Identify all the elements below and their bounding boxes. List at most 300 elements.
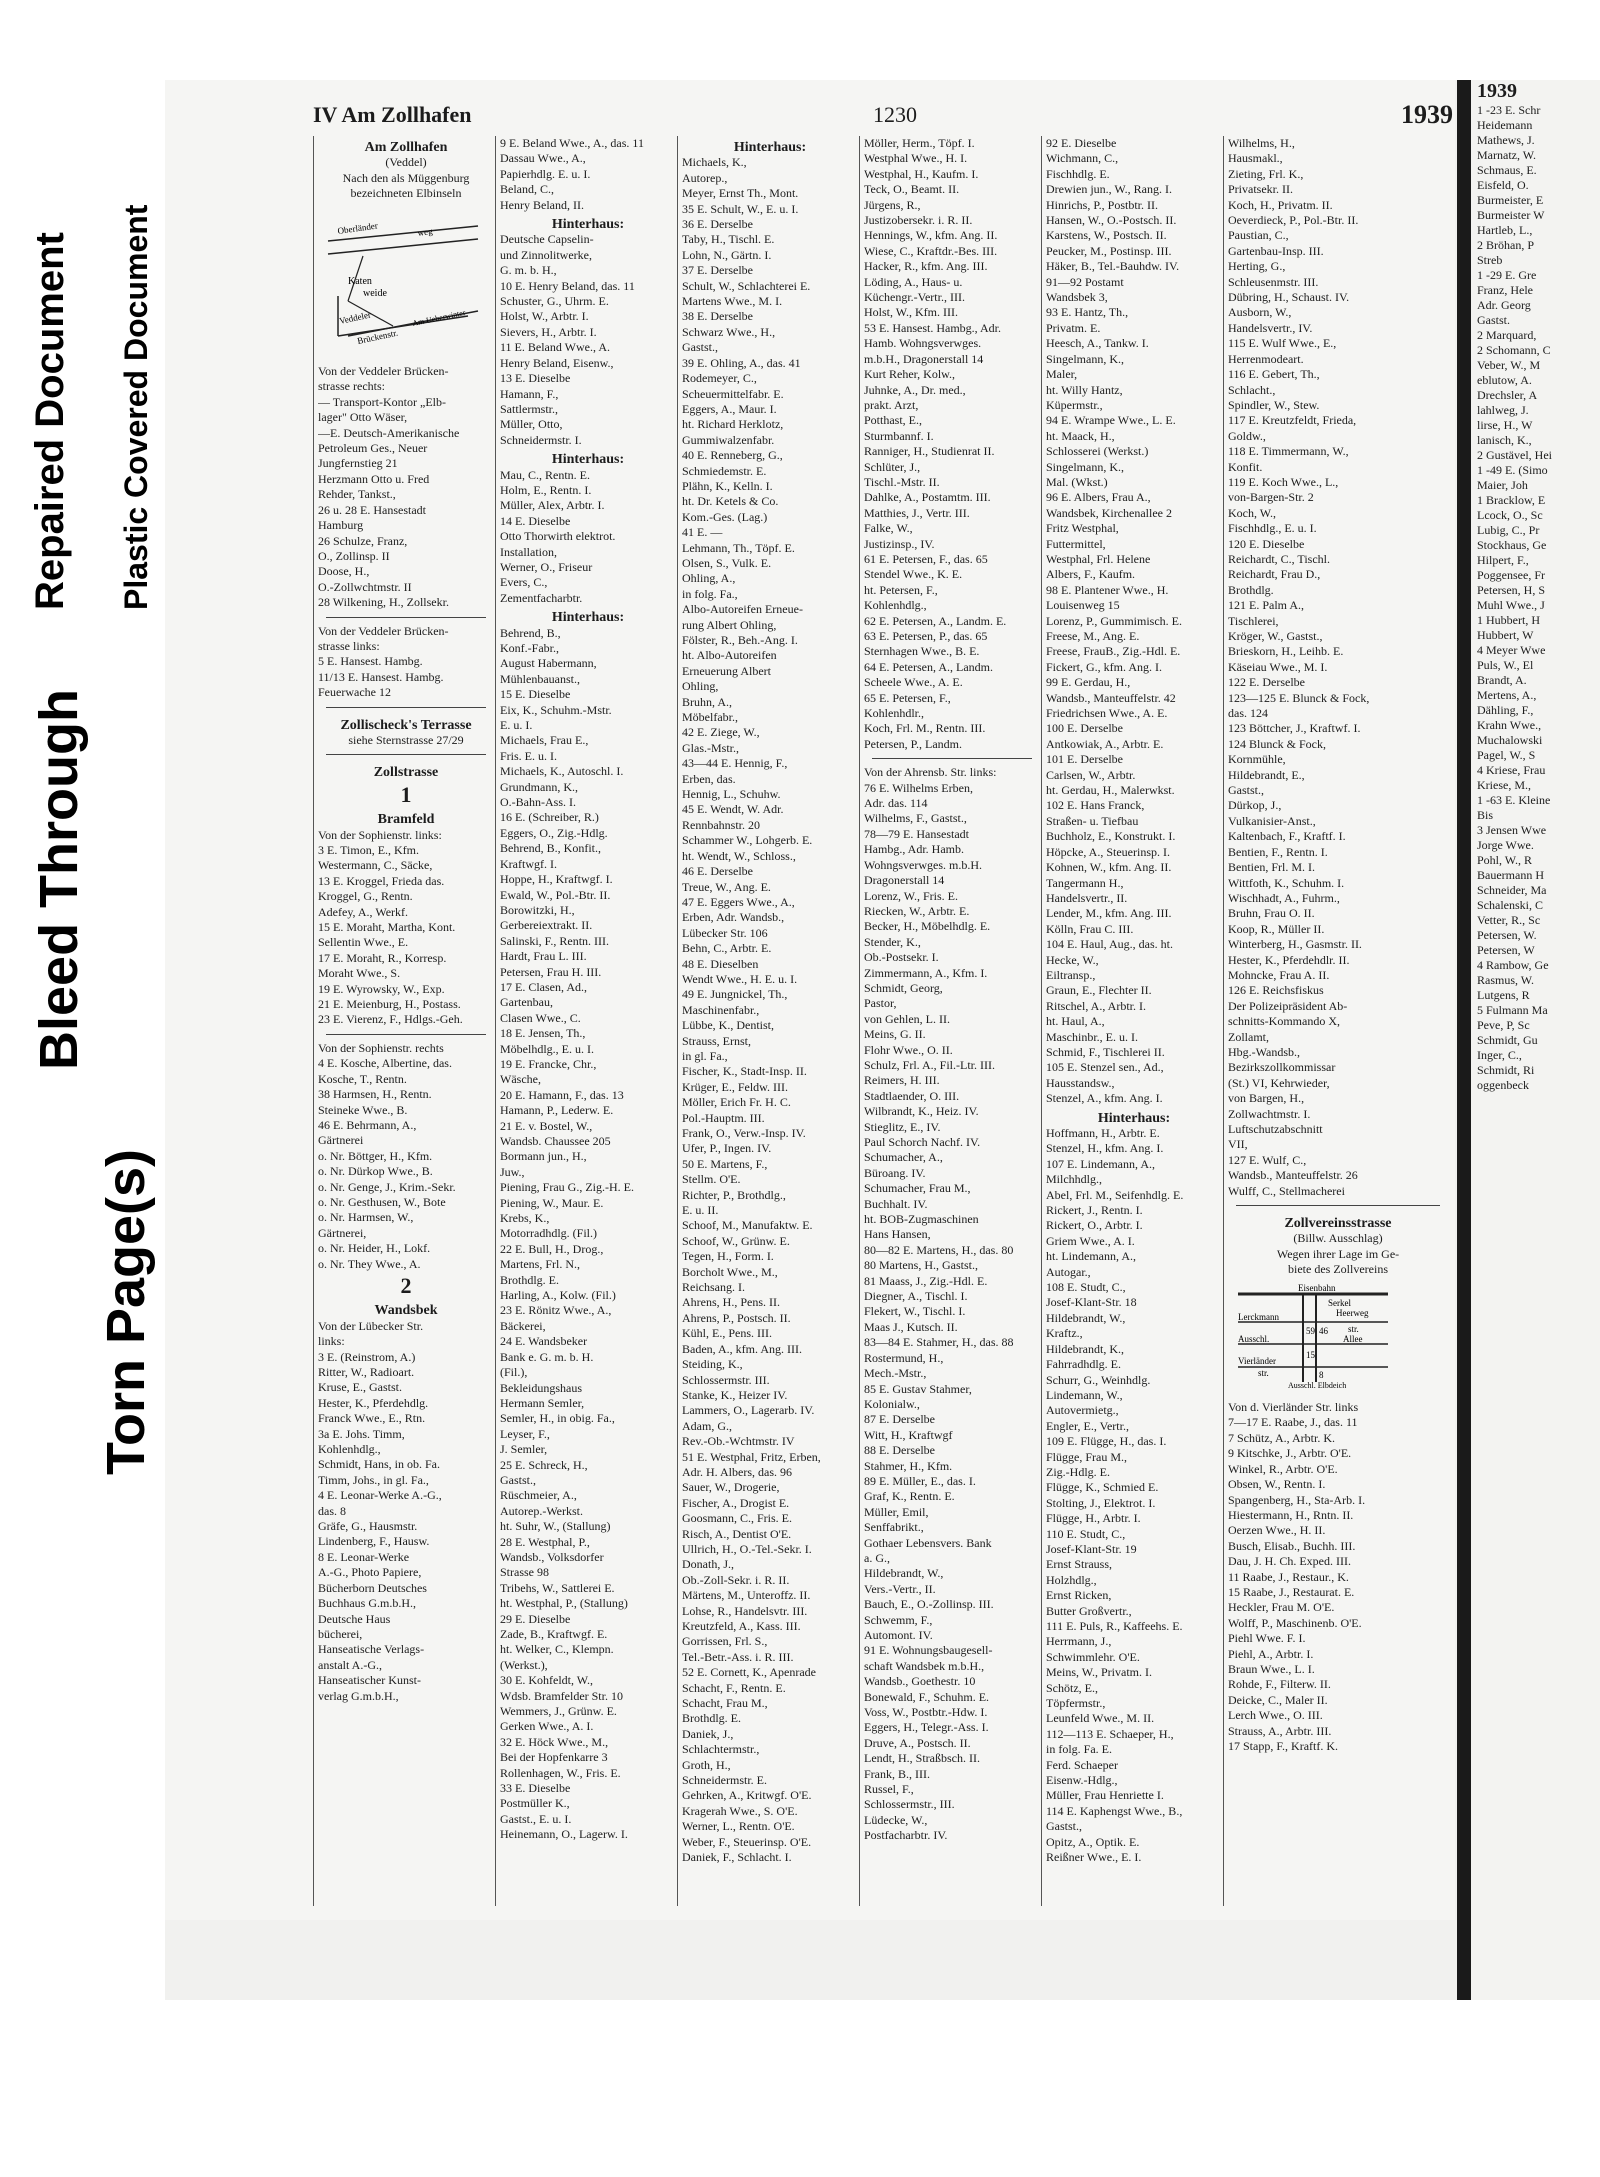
directory-entry: in folg. Fa. E. xyxy=(1046,1742,1112,1757)
directory-entry: 109 E. Flügge, H., das. I. xyxy=(1046,1434,1167,1449)
directory-entry: Schumacher, Frau M., xyxy=(864,1181,971,1196)
map-label: Oberländer xyxy=(336,220,379,236)
directory-entry: anstalt A.-G., xyxy=(318,1657,382,1672)
directory-entry: 99 E. Gerdau, H., xyxy=(1046,675,1131,690)
directory-entry: 11/13 E. Hansest. Hambg. xyxy=(318,669,444,684)
directory-entry: 81 Maass, J., Zig.-Hdl. E. xyxy=(864,1273,988,1288)
directory-entry: Küpermstr., xyxy=(1046,397,1103,412)
directory-entry: Baden, A., kfm. Ang. III. xyxy=(682,1341,802,1356)
directory-entry: Spindler, W., Stew. xyxy=(1228,397,1320,412)
directory-entry: 36 E. Derselbe xyxy=(682,217,753,232)
directory-entry: Installation, xyxy=(500,544,557,559)
directory-entry: Meins, W., Privatm. I. xyxy=(1046,1665,1153,1680)
directory-entry: Wiese, C., Kraftdr.-Bes. III. xyxy=(864,243,998,258)
directory-entry: 120 E. Dieselbe xyxy=(1228,536,1305,551)
directory-entry: Schwarz Wwe., H., xyxy=(682,324,776,339)
directory-entry: Beland, C., xyxy=(500,182,554,197)
directory-entry: Drewien jun., W., Rang. I. xyxy=(1046,182,1172,197)
next-page-entry: Adr. Georg xyxy=(1477,298,1531,312)
directory-entry: Weber, F., Steuerinsp. O'E. xyxy=(682,1834,812,1849)
directory-entry: Holst, W., Arbtr. I. xyxy=(500,309,589,324)
directory-entry: 111 E. Puls, R., Kaffeehs. E. xyxy=(1046,1619,1183,1633)
directory-entry: Borcholt Wwe., M., xyxy=(682,1264,778,1279)
next-page-entry: Brandt, A. xyxy=(1477,673,1527,687)
directory-entry: Privatm. E. xyxy=(1046,320,1101,335)
directory-entry: Westphal, H., Kaufm. I. xyxy=(864,166,979,181)
directory-entry: Eiltransp., xyxy=(1046,967,1096,982)
directory-page xyxy=(165,80,1455,1920)
directory-entry: Hamb. Wohngsverwges. xyxy=(864,336,982,351)
directory-entry: Kohlenhdlr., xyxy=(864,706,924,721)
directory-entry: 4 E. Kosche, Albertine, das. xyxy=(318,1056,452,1071)
directory-entry: Stanke, K., Heizer IV. xyxy=(682,1387,788,1402)
directory-entry: Buchhalt. IV. xyxy=(864,1196,928,1211)
directory-entry: Scheuermittelfabr. E. xyxy=(682,386,784,401)
directory-entry: Vulkanisier-Anst., xyxy=(1228,813,1316,828)
directory-entry: Reichardt, C., Tischl. xyxy=(1228,551,1331,566)
directory-entry: Kraftwgf. I. xyxy=(500,856,557,871)
next-page-entry: Franz, Hele xyxy=(1477,283,1533,297)
directory-entry: 23 E. Vierenz, F., Hdlgs.-Geh. xyxy=(318,1012,463,1027)
directory-entry: 21 E. Meienburg, H., Postass. xyxy=(318,997,461,1012)
directory-entry: Hecke, W., xyxy=(1046,952,1099,967)
directory-entry: Albo-Autoreifen Erneue- xyxy=(682,602,803,617)
directory-entry: Flügge, H., Arbtr. I. xyxy=(1046,1511,1141,1526)
directory-entry: Michaels, K., xyxy=(682,155,747,170)
directory-entry: Schmiedemstr. E. xyxy=(682,463,767,478)
directory-entry: Richter, P., Brothdlg., xyxy=(682,1187,786,1202)
directory-entry: Bruhn, A., xyxy=(682,694,733,709)
directory-entry: Möbelfabr., xyxy=(682,710,738,725)
directory-entry: 10 E. Henry Beland, das. 11 xyxy=(500,278,635,293)
next-page-entry: Gastst. xyxy=(1477,313,1510,327)
directory-entry: Maschinbr., E. u. I. xyxy=(1046,1029,1138,1044)
directory-entry: Herrenmodeart. xyxy=(1228,351,1304,366)
map-label: Allee xyxy=(1343,1333,1363,1344)
directory-entry: Schmidt, Hans, in ob. Fa. xyxy=(318,1457,440,1472)
next-page-entry: Maier, Joh xyxy=(1477,478,1528,492)
directory-entry: 126 E. Reichsfiskus xyxy=(1228,983,1324,998)
directory-entry: Druve, A., Postsch. II. xyxy=(864,1735,971,1750)
next-page-entry: 1 -49 E. (Simo xyxy=(1477,463,1548,477)
directory-entry: J. Semler, xyxy=(500,1442,548,1457)
directory-entry: Albers, F., Kaufm. xyxy=(1046,567,1136,582)
directory-entry: Otto Thorwirth elektrot. xyxy=(500,529,616,544)
directory-entry: Von der Sophienstr. rechts xyxy=(318,1040,444,1055)
directory-entry: Schwimmlehr. O'E. xyxy=(1046,1649,1140,1664)
directory-entry: Werner, L., Rentn. O'E. xyxy=(682,1819,795,1834)
directory-entry: Witt, H., Kraftwgf xyxy=(864,1427,953,1442)
directory-entry: Bäckerei, xyxy=(500,1318,546,1333)
directory-entry: Brothdlg. E. xyxy=(500,1272,559,1287)
next-page-entry: Eisfeld, O. xyxy=(1477,178,1529,192)
next-page-entry: 5 Fulmann Ma xyxy=(1477,1003,1548,1017)
directory-entry: o. Nr. They Wwe., A. xyxy=(318,1256,421,1271)
directory-entry: Stellm. O'E. xyxy=(682,1172,741,1187)
directory-entry: Matthies, J., Vertr. III. xyxy=(864,505,970,520)
directory-entry: Bentien, Frl. M. I. xyxy=(1228,860,1315,875)
directory-entry: 39 E. Ohling, A., das. 41 xyxy=(682,355,801,370)
directory-entry: Lohse, R., Handelsvtr. III. xyxy=(682,1603,808,1618)
directory-entry: Flügge, K., Schmied E. xyxy=(1046,1480,1159,1495)
directory-entry: Schumacher, A., xyxy=(864,1150,943,1165)
next-page-entry: Burmeister W xyxy=(1477,208,1545,222)
directory-entry: Schmidt, Georg, xyxy=(864,980,943,995)
directory-entry: Falke, W., xyxy=(864,521,913,536)
directory-entry: Fölster, R., Beh.-Ang. I. xyxy=(682,633,798,647)
directory-entry: Straßen- u. Tiefbau xyxy=(1046,813,1139,828)
directory-entry: Oeverdieck, P., Pol.-Btr. II. xyxy=(1228,213,1359,228)
directory-entry: Hiestermann, H., Rntn. II. xyxy=(1228,1507,1354,1522)
next-page-entry: Schmaus, E. xyxy=(1477,163,1537,177)
directory-entry: 102 E. Hans Franck, xyxy=(1046,798,1145,813)
next-page-year: 1939 xyxy=(1477,80,1517,102)
next-page-entry: Muchalowski xyxy=(1477,733,1543,747)
zollverein-street-map xyxy=(1228,1282,1396,1392)
directory-entry: Wandsb., Manteuffelstr. 42 xyxy=(1046,690,1176,705)
directory-entry: Märtens, M., Unteroffz. II. xyxy=(682,1588,811,1603)
section-heading: Am Zollhafen xyxy=(364,140,448,155)
directory-entry: von Gehlen, L. II. xyxy=(864,1011,950,1026)
directory-entry: Rev.-Ob.-Wchtmstr. IV xyxy=(682,1434,795,1449)
directory-entry: Fickert, G., kfm. Ang. I. xyxy=(1046,659,1162,674)
directory-entry: Holst, W., Kfm. III. xyxy=(864,305,958,320)
next-page-entry: 4 Kriese, Frau xyxy=(1477,763,1546,777)
directory-entry: Leunfeld Wwe., M. II. xyxy=(1046,1711,1155,1726)
map-label: Ausschl. xyxy=(1238,1333,1270,1344)
next-page-entry: Bauermann H xyxy=(1477,868,1544,882)
book-spine xyxy=(1457,80,1471,2000)
directory-entry: Zollamt, xyxy=(1228,1029,1269,1044)
directory-entry: Lorenz, P., Gummimisch. E. xyxy=(1046,613,1182,628)
directory-entry: o. Nr. Harmsen, W., xyxy=(318,1210,414,1225)
next-page-entry: Inger, C., xyxy=(1477,1048,1522,1062)
directory-entry: Moraht Wwe., S. xyxy=(318,966,401,981)
directory-entry: — Transport-Kontor „Elb- xyxy=(318,394,446,409)
directory-entry: 49 E. Jungnickel, Th., xyxy=(682,987,788,1002)
directory-entry: Gummiwalzenfabr. xyxy=(682,432,775,447)
directory-entry: Autovermietg., xyxy=(1046,1403,1119,1418)
directory-entry: Werner, O., Friseur xyxy=(500,559,593,574)
directory-entry: Fritz Westphal, xyxy=(1046,521,1119,536)
directory-entry: Hacker, R., kfm. Ang. III. xyxy=(864,259,988,274)
directory-entry: Holm, E., Rentn. I. xyxy=(500,482,592,497)
next-page-entry: Peve, P, Sc xyxy=(1477,1018,1530,1032)
directory-entry: Buchhaus G.m.b.H., xyxy=(318,1596,416,1611)
directory-entry: Westphal Wwe., H. I. xyxy=(864,151,968,166)
directory-entry: VII, xyxy=(1228,1137,1248,1152)
directory-entry: Potthast, E., xyxy=(864,413,923,428)
directory-entry: Käseiau Wwe., M. I. xyxy=(1228,659,1328,674)
directory-entry: Behrend, B., Konfit., xyxy=(500,841,601,856)
directory-entry: Michaels, Frau E., xyxy=(500,733,589,748)
directory-entry: Henry Beland, II. xyxy=(500,197,584,212)
directory-column-1 xyxy=(313,136,494,1906)
plastic-covered-label: Plastic Covered Document xyxy=(118,204,154,610)
next-page-entry: Petersen, H, S xyxy=(1477,583,1545,597)
directory-entry: Lammers, O., Lagerarb. IV. xyxy=(682,1403,815,1418)
directory-entry: Kolonialw., xyxy=(864,1396,920,1411)
directory-entry: Schneidermstr. I. xyxy=(500,432,582,447)
directory-entry: Töpfermstr., xyxy=(1046,1696,1106,1711)
directory-entry: Bekleidungshaus xyxy=(500,1380,582,1395)
directory-entry: Piehl, A., Arbtr. I. xyxy=(1228,1646,1314,1661)
directory-entry: 15 Raabe, J., Restaurat. E. xyxy=(1228,1584,1355,1599)
directory-entry: 24 E. Wandsbeker xyxy=(500,1334,588,1349)
directory-entry: Rostermund, H., xyxy=(864,1350,944,1365)
directory-entry: Josef-Klant-Str. 18 xyxy=(1046,1295,1137,1310)
directory-entry: Schlachtermstr., xyxy=(682,1742,760,1757)
directory-entry: Gastst., xyxy=(1046,1819,1082,1834)
map-road xyxy=(328,239,478,254)
directory-entry: Hildebrandt, K., xyxy=(1046,1341,1124,1356)
directory-entry: Luftschutzabschnitt xyxy=(1228,1122,1323,1136)
directory-entry: E. u. II. xyxy=(682,1203,719,1218)
directory-entry: Sauer, W., Drogerie, xyxy=(682,1480,780,1495)
directory-entry: 50 E. Martens, F., xyxy=(682,1156,768,1171)
section-heading: Hinterhaus: xyxy=(551,217,625,233)
directory-entry: 46 E. Behrmann, A., xyxy=(318,1117,417,1132)
directory-entry: in folg. Fa., xyxy=(682,586,738,601)
directory-entry: Brieskorn, H., Leihb. E. xyxy=(1228,644,1344,659)
next-page-entry: Lutgens, R xyxy=(1477,988,1530,1002)
directory-entry: Daniek, J., xyxy=(682,1726,734,1741)
directory-entry: Fischhdlg. E. xyxy=(1046,166,1110,181)
column-divider xyxy=(1236,1205,1440,1206)
next-page-entry: 1 -23 E. Schr xyxy=(1477,103,1541,117)
directory-entry: das. 8 xyxy=(318,1503,346,1518)
directory-entry: Gastst., E. u. I. xyxy=(500,1811,572,1826)
directory-entry: Ufer, P., Ingen. IV. xyxy=(682,1141,772,1156)
directory-entry: Rickert, O., Arbtr. I. xyxy=(1046,1218,1143,1233)
directory-entry: Kom.-Ges. (Lag.) xyxy=(682,509,768,524)
map-number: 8 xyxy=(1319,1369,1324,1380)
directory-entry: Dürkop, J., xyxy=(1228,798,1282,813)
directory-entry: Ohling, xyxy=(682,679,719,694)
directory-entry: 8 E. Leonar-Werke xyxy=(318,1549,410,1564)
directory-entry: 41 E. — xyxy=(682,525,723,540)
directory-entry: ht. Maack, H., xyxy=(1046,428,1115,443)
directory-entry: Martens Wwe., M. I. xyxy=(682,294,783,309)
directory-entry: Lehmann, Th., Töpf. E. xyxy=(682,540,795,555)
directory-entry: Maschinenfabr., xyxy=(682,1002,760,1017)
section-heading: Zollstrasse xyxy=(373,765,439,781)
directory-entry: Dragonerstall 14 xyxy=(864,873,945,888)
directory-entry: Zollwachtmstr. I. xyxy=(1228,1106,1311,1121)
directory-entry: Wäsche, xyxy=(500,1072,541,1087)
directory-entry: Westphal, Frl. Helene xyxy=(1046,551,1151,566)
directory-entry: Wichmann, C., xyxy=(1046,151,1119,166)
directory-entry: Henry Beland, Eisenw., xyxy=(500,355,614,370)
directory-entry: Müller, Otto, xyxy=(500,417,563,432)
directory-entry: Juhnke, A., Dr. med., xyxy=(864,382,966,397)
directory-entry: Becker, H., Möbelhdlg. E. xyxy=(864,919,991,934)
directory-entry: 93 E. Hantz, Th., xyxy=(1046,305,1129,320)
next-page-entry: 2 Schomann, C xyxy=(1477,343,1551,357)
year-label: 1939 xyxy=(1401,100,1453,129)
next-page-entry: 2 Gustävel, Hei xyxy=(1477,448,1552,462)
directory-entry: 17 E. Clasen, Ad., xyxy=(500,979,587,994)
directory-entry: Schult, W., Schlachterei E. xyxy=(682,278,811,293)
directory-entry: Futtermittel, xyxy=(1046,536,1106,551)
directory-entry: Herrmann, J., xyxy=(1046,1634,1112,1649)
directory-entry: Justizinsp., IV. xyxy=(864,536,935,551)
directory-entry: Gräfe, G., Hausmstr. xyxy=(318,1519,418,1534)
directory-entry: Schuster, G., Uhrm. E. xyxy=(500,294,609,309)
directory-entry: Eggers, H., Telegr.-Ass. I. xyxy=(864,1720,989,1735)
directory-entry: Busch, Elisab., Buchh. III. xyxy=(1228,1538,1356,1553)
directory-entry: 65 E. Petersen, F., xyxy=(864,690,951,705)
column-divider xyxy=(326,707,486,708)
directory-entry: Ahrens, P., Postsch. II. xyxy=(682,1310,791,1325)
directory-entry: Handelsvertr., IV. xyxy=(1228,320,1313,335)
directory-entry: Hildebrandt, E., xyxy=(1228,767,1305,782)
directory-entry: Strasse 98 xyxy=(500,1565,549,1580)
next-page-entry: Krahn Wwe., xyxy=(1477,718,1542,732)
directory-entry: o. Nr. Heider, H., Lokf. xyxy=(318,1241,431,1256)
directory-entry: Hanseatische Verlags- xyxy=(318,1642,425,1657)
directory-entry: 51 E. Westphal, Fritz, Erben, xyxy=(682,1449,821,1464)
directory-entry: Stadtlaender, O. III. xyxy=(864,1088,960,1103)
next-page-entry: Heidemann xyxy=(1477,118,1533,132)
directory-entry: 20 E. Hamann, F., das. 13 xyxy=(500,1087,624,1102)
directory-entry: Hausstandsw., xyxy=(1046,1075,1115,1090)
directory-entry: Hardt, Frau L. III. xyxy=(500,949,587,964)
directory-entry: ht. Gerdau, H., Malerwkst. xyxy=(1046,783,1175,798)
directory-entry: 40 E. Renneberg, G., xyxy=(682,448,783,463)
directory-entry: Fahrradhdlg. E. xyxy=(1046,1357,1121,1372)
directory-entry: Lübecker Str. 106 xyxy=(682,925,768,940)
section-heading: Zollvereinsstrasse xyxy=(1284,1216,1392,1232)
directory-entry: Deicke, C., Maler II. xyxy=(1228,1692,1328,1707)
directory-entry: 3 E. (Reinstrom, A.) xyxy=(318,1349,416,1364)
directory-entry: Wandsb., Volksdorfer xyxy=(500,1549,604,1564)
directory-entry: Spangenberg, H., Sta-Arb. I. xyxy=(1228,1492,1366,1507)
directory-entry: Erben, das. xyxy=(682,771,736,786)
directory-entry: Stender, K., xyxy=(864,934,921,949)
directory-entry: 16 E. (Schreiber, R.) xyxy=(500,810,599,825)
directory-entry: Kröger, W., Gastst., xyxy=(1228,629,1323,643)
next-page-entry: Jorge Wwe. xyxy=(1477,838,1534,852)
directory-entry: 52 E. Cornett, K., Apenrade xyxy=(682,1665,816,1680)
directory-entry: Meyer, Ernst Th., Mont. xyxy=(682,186,799,201)
directory-entry: Strauss, A., Arbtr. III. xyxy=(1228,1723,1332,1738)
directory-entry: Lindemann, W., xyxy=(1046,1387,1123,1402)
directory-entry: August Habermann, xyxy=(500,656,597,671)
directory-entry: Bauch, E., O.-Zollinsp. III. xyxy=(864,1597,994,1612)
directory-entry: Tel.-Betr.-Ass. i. R. III. xyxy=(682,1649,794,1664)
directory-entry: Autogar., xyxy=(1046,1264,1091,1279)
directory-entry: —E. Deutsch-Amerikanische xyxy=(318,425,460,440)
directory-entry: 19 E. Wyrowsky, W., Exp. xyxy=(318,981,445,996)
directory-entry: Schlossermstr., III. xyxy=(864,1797,955,1812)
bleed-through-label: Bleed Through xyxy=(29,689,89,1070)
next-page-entry: Pagel, W., S xyxy=(1477,748,1536,762)
directory-entry: Mal. (Wkst.) xyxy=(1046,474,1108,489)
directory-entry: Juw., xyxy=(500,1164,525,1179)
directory-entry: Reimers, H. III. xyxy=(864,1073,940,1088)
directory-entry: Müller, Alex, Arbtr. I. xyxy=(500,498,605,513)
directory-entry: Hamann, P., Lederw. E. xyxy=(500,1103,614,1118)
directory-entry: Lindenberg, F., Hausw. xyxy=(318,1534,430,1549)
directory-entry: 21 E. v. Bostel, W., xyxy=(500,1118,593,1133)
map-label: Heerweg xyxy=(1336,1307,1369,1318)
map-label: Brückenstr. xyxy=(356,327,399,346)
side-labels xyxy=(0,0,170,1640)
directory-entry: Treue, W., Ang. E. xyxy=(682,879,771,894)
directory-entry: strasse rechts: xyxy=(318,379,385,394)
directory-entry: Fischhdlg., E. u. I. xyxy=(1228,521,1317,536)
directory-entry: Sternhagen Wwe., B. E. xyxy=(864,644,980,659)
directory-entry: ht. Haul, A., xyxy=(1046,1014,1105,1029)
directory-entry: 119 E. Koch Wwe., L., xyxy=(1228,474,1339,489)
directory-entry: (St.) VI, Kehrwieder, xyxy=(1228,1075,1330,1090)
directory-entry: ht. BOB-Zugmaschinen xyxy=(864,1212,979,1227)
directory-entry: 80—82 E. Martens, H., das. 80 xyxy=(864,1242,1014,1257)
directory-entry: 5 E. Hansest. Hambg. xyxy=(318,654,423,669)
directory-entry: Michaels, K., Autoschl. I. xyxy=(500,764,624,779)
directory-entry: 91—92 Postamt xyxy=(1046,274,1124,289)
map-label: Veddeler xyxy=(338,309,372,326)
directory-entry: 123 Böttcher, J., Kraftwf. I. xyxy=(1228,721,1361,736)
directory-entry: Tischlerei, xyxy=(1228,613,1279,628)
next-page-entry: Muhl Wwe., J xyxy=(1477,598,1545,612)
directory-entry: (Werkst.), xyxy=(500,1657,548,1672)
directory-entry: Brothdlg. xyxy=(1228,582,1274,597)
directory-entry: 124 Blunck & Fock, xyxy=(1228,736,1326,751)
directory-entry: Schacht, Frau M., xyxy=(682,1696,768,1711)
directory-entry: Herzmann Otto u. Fred xyxy=(318,471,430,486)
directory-entry: Graf, K., Rentn. E. xyxy=(864,1489,955,1504)
directory-entry: 53 E. Hansest. Hambg., Adr. xyxy=(864,320,1001,335)
directory-entry: 38 Harmsen, H., Rentn. xyxy=(318,1087,432,1102)
directory-entry: 18 E. Jensen, Th., xyxy=(500,1026,586,1041)
directory-entry: Goosmann, C., Fris. E. xyxy=(682,1511,793,1526)
directory-entry: Wischhadt, A., Fuhrm., xyxy=(1228,890,1340,905)
directory-entry: Hamann, F., xyxy=(500,386,559,401)
directory-entry: 29 E. Dieselbe xyxy=(500,1611,571,1626)
directory-entry: Gastst., xyxy=(682,340,718,355)
next-page-entry: 1 Bracklow, E xyxy=(1477,493,1546,507)
directory-entry: Postfacharbtr. IV. xyxy=(864,1828,948,1843)
directory-entry: 80 Martens, H., Gastst., xyxy=(864,1258,978,1273)
directory-entry: 7 Schütz, A., Arbtr. K. xyxy=(1228,1430,1335,1445)
directory-entry: Adam, G., xyxy=(682,1418,732,1433)
directory-entry: Kohnen, W., kfm. Ang. II. xyxy=(1046,860,1172,875)
directory-entry: Bei der Hopfenkarre 3 xyxy=(500,1750,608,1765)
directory-entry: Piening, Frau G., Zig.-H. E. xyxy=(500,1180,634,1195)
directory-entry: Louisenweg 15 xyxy=(1046,598,1120,613)
house-number-heading: 1 xyxy=(400,781,412,807)
section-heading: Hinterhaus: xyxy=(1097,1110,1171,1126)
directory-entry: Ernst Ricken, xyxy=(1046,1588,1112,1603)
directory-entry: Dahlke, A., Postamtm. III. xyxy=(864,490,991,505)
directory-entry: 9 E. Beland Wwe., A., das. 11 xyxy=(500,136,644,150)
next-page-entry: lanisch, K., xyxy=(1477,433,1532,447)
directory-entry: 118 E. Timmermann, W., xyxy=(1228,444,1349,459)
map-label: weg xyxy=(416,225,434,238)
directory-entry: Konfit. xyxy=(1228,459,1263,474)
directory-entry: Evers, C., xyxy=(500,575,548,590)
directory-entry: Schurr, G., Weinhdlg. xyxy=(1046,1372,1151,1387)
directory-entry: Bentien, F., Rentn. I. xyxy=(1228,844,1328,859)
directory-entry: 123—125 E. Blunck & Fock, xyxy=(1228,690,1370,705)
directory-entry: Von der Veddeler Brücken- xyxy=(318,623,449,638)
directory-entry: 83—84 E. Stahmer, H., das. 88 xyxy=(864,1335,1014,1350)
directory-entry: A.-G., Photo Papiere, xyxy=(318,1565,422,1580)
directory-entry: 48 E. Dieselben xyxy=(682,956,759,971)
next-page-edge xyxy=(1471,80,1600,2000)
